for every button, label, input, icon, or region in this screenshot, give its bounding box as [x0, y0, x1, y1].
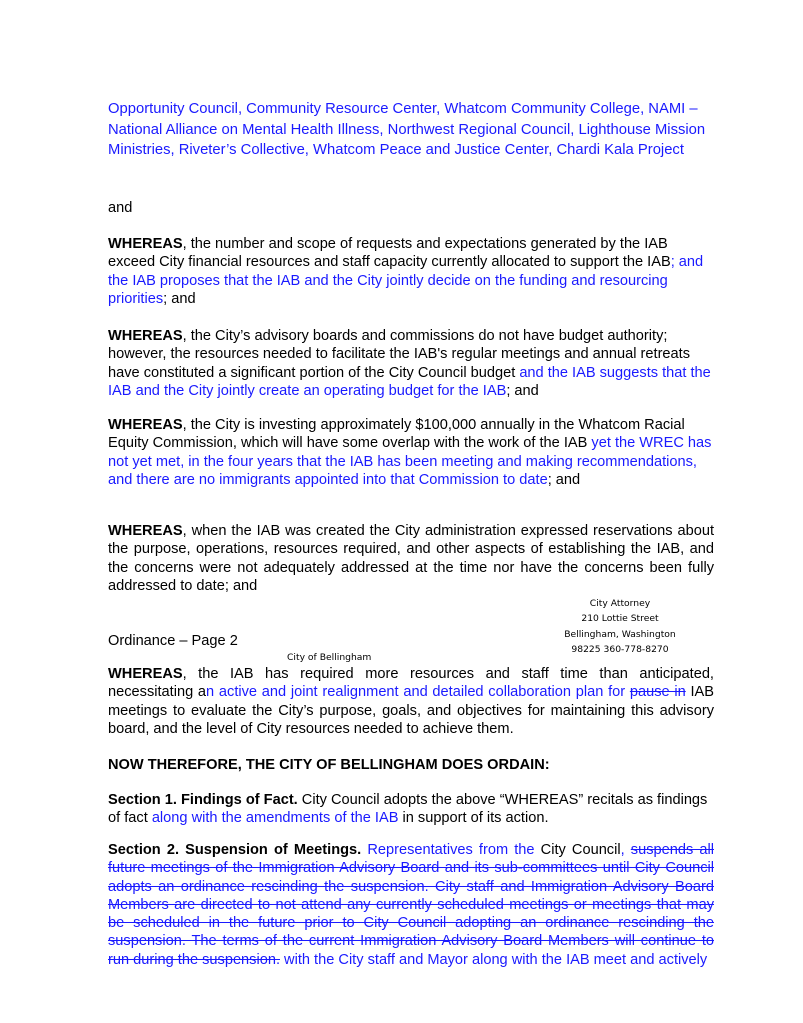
attorney-line: Bellingham, Washington [564, 628, 676, 640]
inserted-text: n active and joint realignment and detailed collaboration plan for [206, 684, 630, 701]
whereas-clause-4 [108, 522, 714, 595]
clause-text: , the City’s advisory boards and commissions do not have budget authority; however, the resources needed to facilitate the IAB's regular meetings and annual retreats have constituted a significant portion of the City Council budget [108, 328, 691, 381]
ordain-heading: NOW THEREFORE, THE CITY OF BELLINGHAM DOES ORDAIN: [108, 757, 550, 773]
attorney-line: 210 Lottie Street [581, 613, 659, 625]
whereas-clause-3 [108, 416, 714, 489]
organization-list: Opportunity Council, Community Resource Center, Whatcom Community College, NAMI – National Alliance on Mental Health Illness, Northwest Regional Council, Lighthouse Mission Ministries, Riveter’s Collective, Whatcom Peace and Justice Center, Chardi Kala Project [108, 101, 706, 158]
clause-text: , the number and scope of requests and expectations generated by the IAB exceed City financial resources and staff capacity currently allocated to support the IAB [108, 236, 671, 271]
clause-text: , the IAB has required more resources and staff time than anticipated, necessitating a [108, 666, 714, 701]
section-text: City Council [534, 842, 621, 858]
attorney-line: City Attorney [589, 598, 651, 609]
section-2 [108, 841, 714, 969]
inserted-text: along with the amendments of the IAB [151, 810, 399, 827]
whereas-clause-1 [108, 235, 714, 308]
whereas-clause-2 [108, 327, 714, 400]
page-footer-label: Ordinance – Page 2 [108, 633, 238, 649]
clause-tail: IAB meetings to evaluate the City’s purpose, goals, and objectives for maintaining this advisory board, and the level of City resources needed to achieve them. [108, 684, 714, 737]
city-attorney-address [540, 596, 700, 657]
clause-tail: ; and [163, 290, 196, 307]
inserted-text: with the City staff and Mayor along with the IAB meet and actively [280, 951, 708, 968]
inserted-text: ; and the IAB proposes that the IAB and the City jointly decide on the funding and resourcing priorities [108, 254, 704, 307]
inserted-text: yet the WREC has not yet met, in the four years that the IAB has been meeting and making recommendations, and there are no immigrants appointed into that Commission to date [108, 435, 712, 488]
whereas-clause-5 [108, 665, 714, 738]
and-line: and [108, 200, 133, 216]
whereas-lead: WHEREAS [108, 236, 183, 252]
clause-text: , the City is investing approximately $100,000 annually in the Whatcom Racial Equity Commission, which will have some overlap with the work of the IAB [108, 417, 685, 452]
section-heading: Section 1. Findings of Fact. [108, 792, 298, 808]
whereas-lead: WHEREAS [108, 523, 183, 539]
city-name-footer: City of Bellingham [287, 652, 372, 663]
clause-tail: ; and [547, 471, 581, 488]
deleted-text: suspends all future meetings of the Immigration Advisory Board and its sub-committees until City Council adopts an ordinance rescinding the suspension. City staff and Immigration Advisory Board Members are directed to not attend any currently scheduled meetings or meetings that may be scheduled in the future prior to City Council adopting an ordinance rescinding the suspension. The terms of the current Immigration Advisory Board Members will continue to run during the suspension. [108, 842, 714, 968]
inserted-text: and the IAB suggests that the IAB and the City jointly create an operating budget for the IAB [108, 364, 711, 399]
section-heading: Section 2. Suspension of Meetings. [108, 842, 362, 858]
section-text: City Council adopts the above “WHEREAS” recitals as findings of fact [108, 792, 708, 827]
section-1 [108, 791, 714, 828]
deleted-text: pause in [629, 684, 686, 701]
clause-text: , when the IAB was created the City administration expressed reservations about the purpose, operations, resources required, and other aspects of establishing the IAB, and the concerns were not adequately addressed at the time nor have the concerns been fully addressed to date; and [108, 523, 714, 594]
attorney-line: 98225 360-778-8270 [571, 643, 669, 655]
clause-tail: ; and [506, 382, 539, 399]
inserted-text: Representatives from the [361, 842, 535, 858]
section-tail: in support of its action. [398, 810, 549, 827]
inserted-text: , [620, 842, 631, 858]
whereas-lead: WHEREAS [108, 328, 183, 344]
whereas-lead: WHEREAS [108, 666, 183, 682]
whereas-lead: WHEREAS [108, 417, 183, 433]
